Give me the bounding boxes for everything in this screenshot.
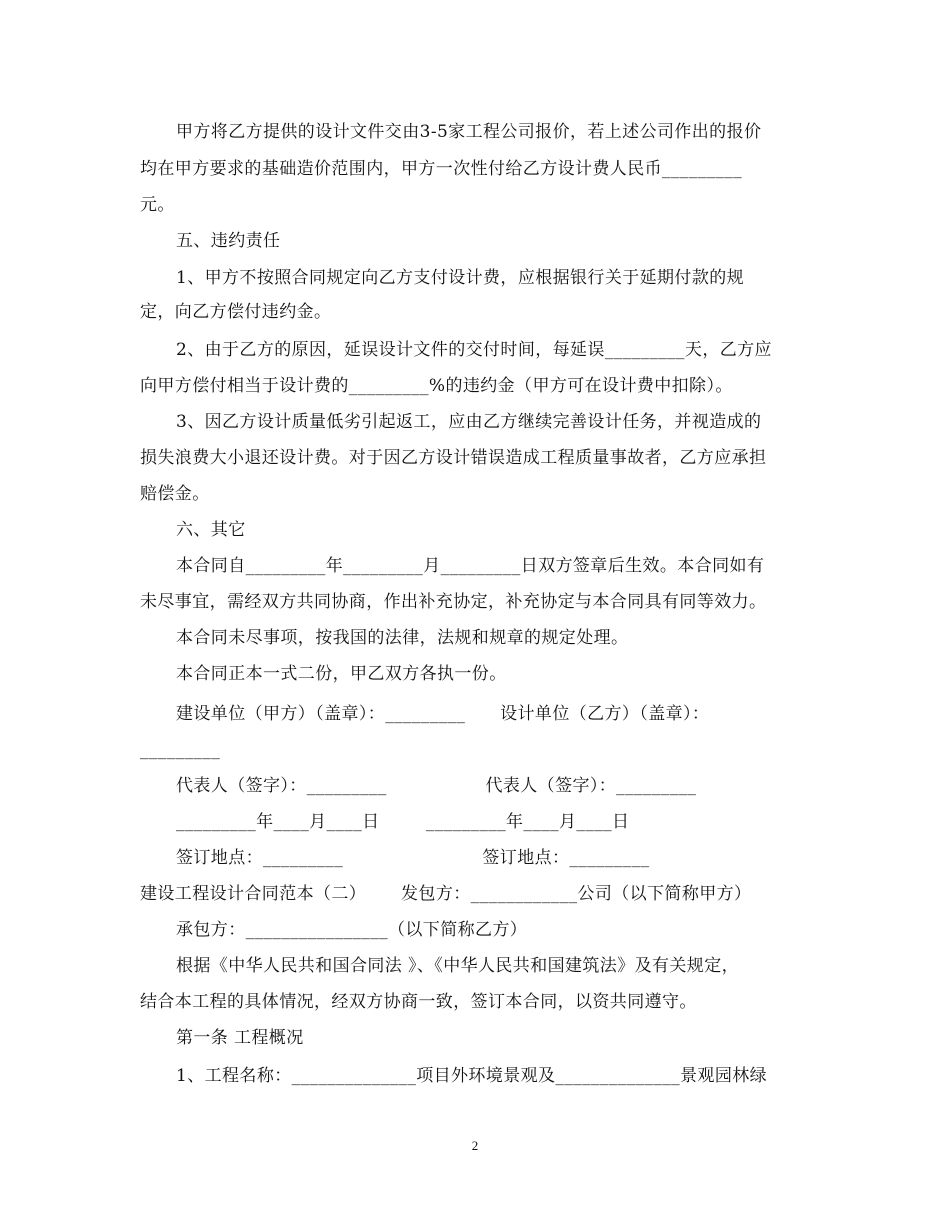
text-line: 损失浪费大小退还设计费。对于因乙方设计错误造成工程质量事故者，乙方应承担 — [140, 448, 767, 468]
article-heading: 第一条 工程概况 — [176, 1028, 304, 1048]
text-line: 未尽事宜，需经双方共同协商，作出补充协定，补充协定与本合同具有同等效力。 — [140, 592, 767, 612]
text-line: 赔偿金。 — [140, 484, 210, 504]
contract-title-line: 建设工程设计合同范本（二） 发包方：____________公司（以下简称甲方） — [140, 884, 752, 904]
signature-line: 代表人（签字）：_________ 代表人（签字）：_________ — [176, 776, 697, 796]
place-line: 签订地点：_________ 签订地点：_________ — [176, 848, 650, 868]
text-line: 2、由于乙方的原因，延误设计文件的交付时间，每延误_________天，乙方应 — [176, 340, 772, 360]
text-line: 本合同未尽事项，按我国的法律，法规和规章的规定处理。 — [176, 628, 629, 648]
text-line: 均在甲方要求的基础造价范围内，甲方一次性付给乙方设计费人民币_________ — [140, 159, 743, 179]
page-number: 2 — [471, 1138, 479, 1153]
text-line: 1、工程名称：______________项目外环境景观及______________景观园林绿 — [176, 1066, 768, 1086]
text-line: 1、甲方不按照合同规定向乙方支付设计费，应根据银行关于延期付款的规 — [176, 268, 745, 288]
text-line: 本合同自_________年_________月_________日双方签章后生效。本合同如有 — [176, 556, 765, 576]
text-line: 向甲方偿付相当于设计费的_________%的违约金（甲方可在设计费中扣除）。 — [140, 376, 733, 396]
text-line: 本合同正本一式二份，甲乙双方各执一份。 — [176, 664, 507, 684]
section-heading: 六、其它 — [176, 520, 246, 540]
text-line: 根据《中华人民共和国合同法 》、《中华人民共和国建筑法》及有关规定， — [176, 956, 740, 976]
section-heading: 五、违约责任 — [176, 231, 281, 251]
signature-line: _________ — [140, 740, 221, 760]
text-line: 定，向乙方偿付违约金。 — [140, 302, 332, 322]
text-line: 元。 — [140, 195, 175, 215]
text-line: 结合本工程的具体情况，经双方协商一致，签订本合同，以资共同遵守。 — [140, 992, 697, 1012]
date-line: _________年____月____日 _________年____月____日 — [176, 812, 630, 832]
text-line: 甲方将乙方提供的设计文件交由3-5家工程公司报价，若上述公司作出的报价 — [176, 122, 762, 142]
signature-line: 建设单位（甲方）（盖章）：_________ 设计单位（乙方）（盖章）： — [176, 704, 710, 724]
text-line: 3、因乙方设计质量低劣引起返工，应由乙方继续完善设计任务，并视造成的 — [176, 412, 762, 432]
text-line: 承包方：________________（以下简称乙方） — [176, 920, 528, 940]
